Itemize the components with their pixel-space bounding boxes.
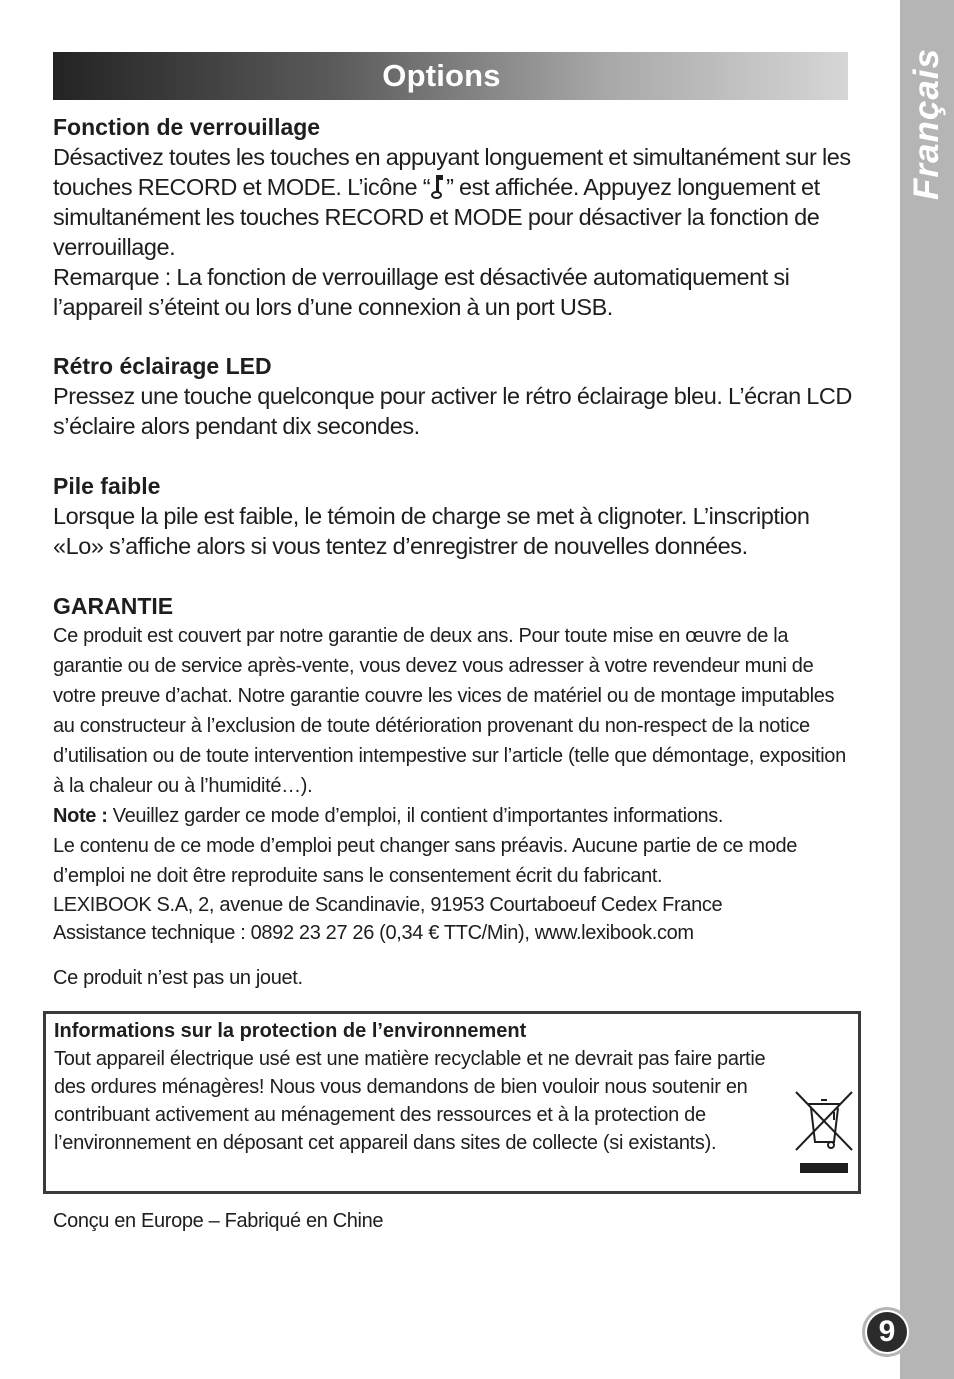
- environment-text: [54, 1017, 784, 1157]
- battery-heading: Pile faible: [53, 473, 161, 499]
- lock-remark: Remarque : La fonction de verrouillage est désactivée automatiquement si l’appareil s’éteint ou lors d’une connexion à un port USB.: [53, 264, 790, 320]
- company-address: LEXIBOOK S.A, 2, avenue de Scandinavie, 91953 Courtaboeuf Cedex France: [53, 894, 723, 916]
- environment-body: Tout appareil électrique usé est une matière recyclable et ne devrait pas faire partie des ordures ménagères! Nous vous demandons de bien vouloir nous soutenir en contribuant activement au ménagement des ressources et à la protection de l’environnement en déposant cet appareil dans sites de collecte (si existants).: [54, 1048, 766, 1154]
- support-line: Assistance technique : 0892 23 27 26 (0,34 € TTC/Min), www.lexibook.com: [53, 922, 694, 944]
- warranty-note: [53, 801, 853, 831]
- language-sidebar: [900, 0, 954, 1379]
- page-number-badge: [862, 1307, 912, 1357]
- backlight-section: [53, 351, 853, 441]
- language-label: Français: [907, 48, 946, 200]
- not-a-toy-section: [53, 963, 853, 993]
- origin-section: [53, 1206, 853, 1236]
- lock-text-after-icon: ” est affichée. Appuyez longuement et simultanément les touches RECORD et MODE pour désactiver la fonction de verrouillage.: [53, 174, 820, 260]
- lock-heading: Fonction de verrouillage: [53, 114, 321, 140]
- origin-text: Conçu en Europe – Fabriqué en Chine: [53, 1210, 384, 1232]
- options-banner: [53, 52, 848, 100]
- page-title: Options: [382, 58, 501, 93]
- crossed-out-wheelie-bin-icon: [794, 1090, 854, 1180]
- backlight-body: Pressez une touche quelconque pour activer le rétro éclairage bleu. L’écran LCD s’éclaire alors pendant dix secondes.: [53, 383, 852, 439]
- warranty-body: Ce produit est couvert par notre garantie de deux ans. Pour toute mise en œuvre de la garantie ou de service après-vente, vous devez vous adresser à votre revendeur muni de votre preuve d’achat. Notre garantie couvre les vices de matériel ou de montage imputables au constructeur à l’exclusion de toute détérioration provenant du non-respect de la notice d’utilisation ou de toute intervention intempestive sur l’article (telle que démontage, exposition à la chaleur ou à l’humidité…).: [53, 625, 846, 797]
- backlight-heading: Rétro éclairage LED: [53, 353, 272, 379]
- warranty-section: [53, 591, 853, 947]
- note-text: Veuillez garder ce mode d’emploi, il contient d’importantes informations.: [107, 805, 724, 827]
- not-a-toy-text: Ce produit n’est pas un jouet.: [53, 967, 303, 989]
- battery-body: Lorsque la pile est faible, le témoin de charge se met à clignoter. L’inscription «Lo» s’affiche alors si vous tentez d’enregistrer de nouvelles données.: [53, 503, 810, 559]
- warranty-heading: GARANTIE: [53, 593, 174, 619]
- lock-section: [53, 112, 853, 322]
- environment-box: [43, 1011, 861, 1194]
- lock-text-before-icon: Désactivez toutes les touches en appuyant longuement et simultanément sur les touches RECORD et MODE. L’icône “: [53, 144, 851, 200]
- battery-section: [53, 471, 853, 561]
- key-lock-icon: [431, 175, 445, 201]
- lock-paragraph: [53, 142, 853, 262]
- page-number: 9: [867, 1312, 907, 1352]
- note-label: Note :: [53, 805, 108, 827]
- content-notice: Le contenu de ce mode d’emploi peut changer sans préavis. Aucune partie de ce mode d’emploi ne doit être reproduite sans le consentement écrit du fabricant.: [53, 835, 798, 887]
- environment-heading: Informations sur la protection de l’environnement: [54, 1020, 527, 1042]
